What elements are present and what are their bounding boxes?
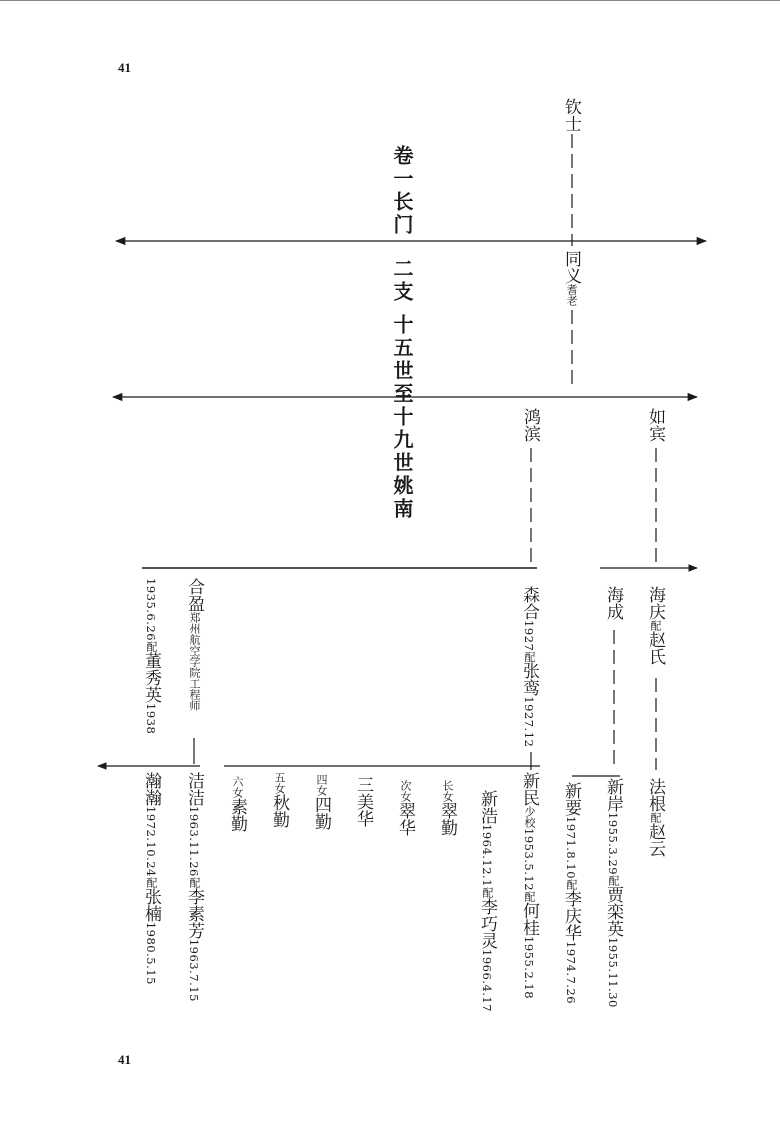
page-number-top: 41 xyxy=(118,60,131,75)
page-number-bottom: 41 xyxy=(118,1052,131,1067)
person-daughter-4 xyxy=(312,774,329,830)
name: 素勤 xyxy=(227,798,247,832)
person-senhe xyxy=(520,586,537,747)
name: 四勤 xyxy=(311,796,331,830)
name: 合盈 xyxy=(184,578,204,612)
spouse: 李素芳 xyxy=(184,887,204,939)
person-rubin: 如宾 xyxy=(645,408,665,442)
spouse: 张鸾 xyxy=(519,662,539,697)
birth: 1972.10.24 xyxy=(144,806,158,877)
person-xinmin xyxy=(520,772,537,999)
person-hongbin: 鸿滨 xyxy=(520,408,540,442)
name: 秋勤 xyxy=(269,794,289,828)
name: 森合 xyxy=(519,586,539,620)
note: 耆老 xyxy=(565,284,578,306)
marriage-mark: 配 xyxy=(523,651,536,663)
name: 新民 xyxy=(519,772,539,806)
name: 新浩 xyxy=(477,790,497,824)
spouse-birth: 1980.5.15 xyxy=(144,921,158,985)
spouse-birth: 1955.2.18 xyxy=(522,936,536,1000)
spouse: 李巧灵 xyxy=(477,898,497,950)
marriage-mark: 配 xyxy=(188,876,201,888)
spouse: 张楠 xyxy=(141,887,161,922)
marriage-mark: 配 xyxy=(145,876,158,888)
birth: 1971.8.10 xyxy=(564,816,578,880)
rank: 五女 xyxy=(273,772,286,794)
marriage-mark: 配 xyxy=(649,812,662,823)
name: 翠华 xyxy=(395,802,415,836)
spouse-birth: 1974.7.26 xyxy=(564,941,578,1005)
name: 海庆 xyxy=(645,586,665,620)
spouse: 贾栾英 xyxy=(603,886,623,938)
person-jiejie xyxy=(185,772,202,1002)
person-daughter-6 xyxy=(228,776,245,832)
birth: 1935.6.26 xyxy=(144,578,158,642)
person-daughter-2 xyxy=(396,780,413,836)
marriage-mark: 配 xyxy=(481,887,494,899)
spouse-birth: 1938 xyxy=(144,703,158,735)
name: 洁洁 xyxy=(184,772,204,806)
spouse: 李庆华 xyxy=(561,890,581,942)
marriage-mark: 配 xyxy=(565,879,578,891)
person-xinyao xyxy=(562,782,579,1004)
person-hanhan xyxy=(142,772,159,985)
birth: 1963.11.26 xyxy=(187,806,201,877)
marriage-mark: 配 xyxy=(649,620,662,631)
name: 新要 xyxy=(561,782,581,816)
rank: 四女 xyxy=(315,774,328,796)
person-tongyi xyxy=(562,250,579,306)
person-daughter-1 xyxy=(438,780,455,836)
name: 法根 xyxy=(645,778,665,812)
spouse-birth: 1927.12 xyxy=(522,696,536,748)
rank: 六女 xyxy=(231,776,244,798)
birth: 1953.5.12 xyxy=(522,828,536,892)
person-daughter-5 xyxy=(270,772,287,828)
name: 瀚瀚 xyxy=(141,772,161,806)
person-xinhao xyxy=(478,790,495,1012)
birth: 1955.3.29 xyxy=(606,812,620,876)
name: 同义 xyxy=(561,250,581,284)
marriage-mark: 配 xyxy=(523,891,536,903)
rank: 次女 xyxy=(399,780,412,802)
name: 三美华 xyxy=(353,776,373,827)
birth: 1927 xyxy=(522,620,536,652)
person-fagen xyxy=(646,778,663,857)
person-xinan xyxy=(604,778,621,1008)
marriage-mark: 配 xyxy=(145,641,158,653)
person-haicheng: 海成 xyxy=(603,586,623,620)
title-part2: 二支 十五世至十九世姚南 xyxy=(390,258,414,521)
spouse: 董秀英 xyxy=(141,652,161,704)
spouse: 何桂 xyxy=(519,902,539,937)
spouse: 赵云 xyxy=(645,823,665,857)
spouse-birth: 1963.7.15 xyxy=(187,938,201,1002)
note: 少校 xyxy=(523,806,536,828)
marriage-mark: 配 xyxy=(607,875,620,887)
person-hecheng xyxy=(185,578,202,711)
title-part1: 卷一长门 xyxy=(390,145,414,237)
spouse: 赵氏 xyxy=(645,631,665,665)
rank: 长女 xyxy=(441,780,454,802)
note: 郑州航空学院工程师 xyxy=(188,612,201,711)
birth: 1964.12.1 xyxy=(480,824,494,888)
name: 翠勤 xyxy=(437,802,457,836)
name: 新岸 xyxy=(603,778,623,812)
person-haiqing xyxy=(646,586,663,665)
person-qinshi: 钦士 xyxy=(561,98,581,132)
person-hecheng-spouse xyxy=(142,578,159,734)
spouse-birth: 1966.4.17 xyxy=(480,949,494,1013)
person-daughter-3 xyxy=(354,776,371,827)
spouse-birth: 1955.11.30 xyxy=(606,937,620,1008)
